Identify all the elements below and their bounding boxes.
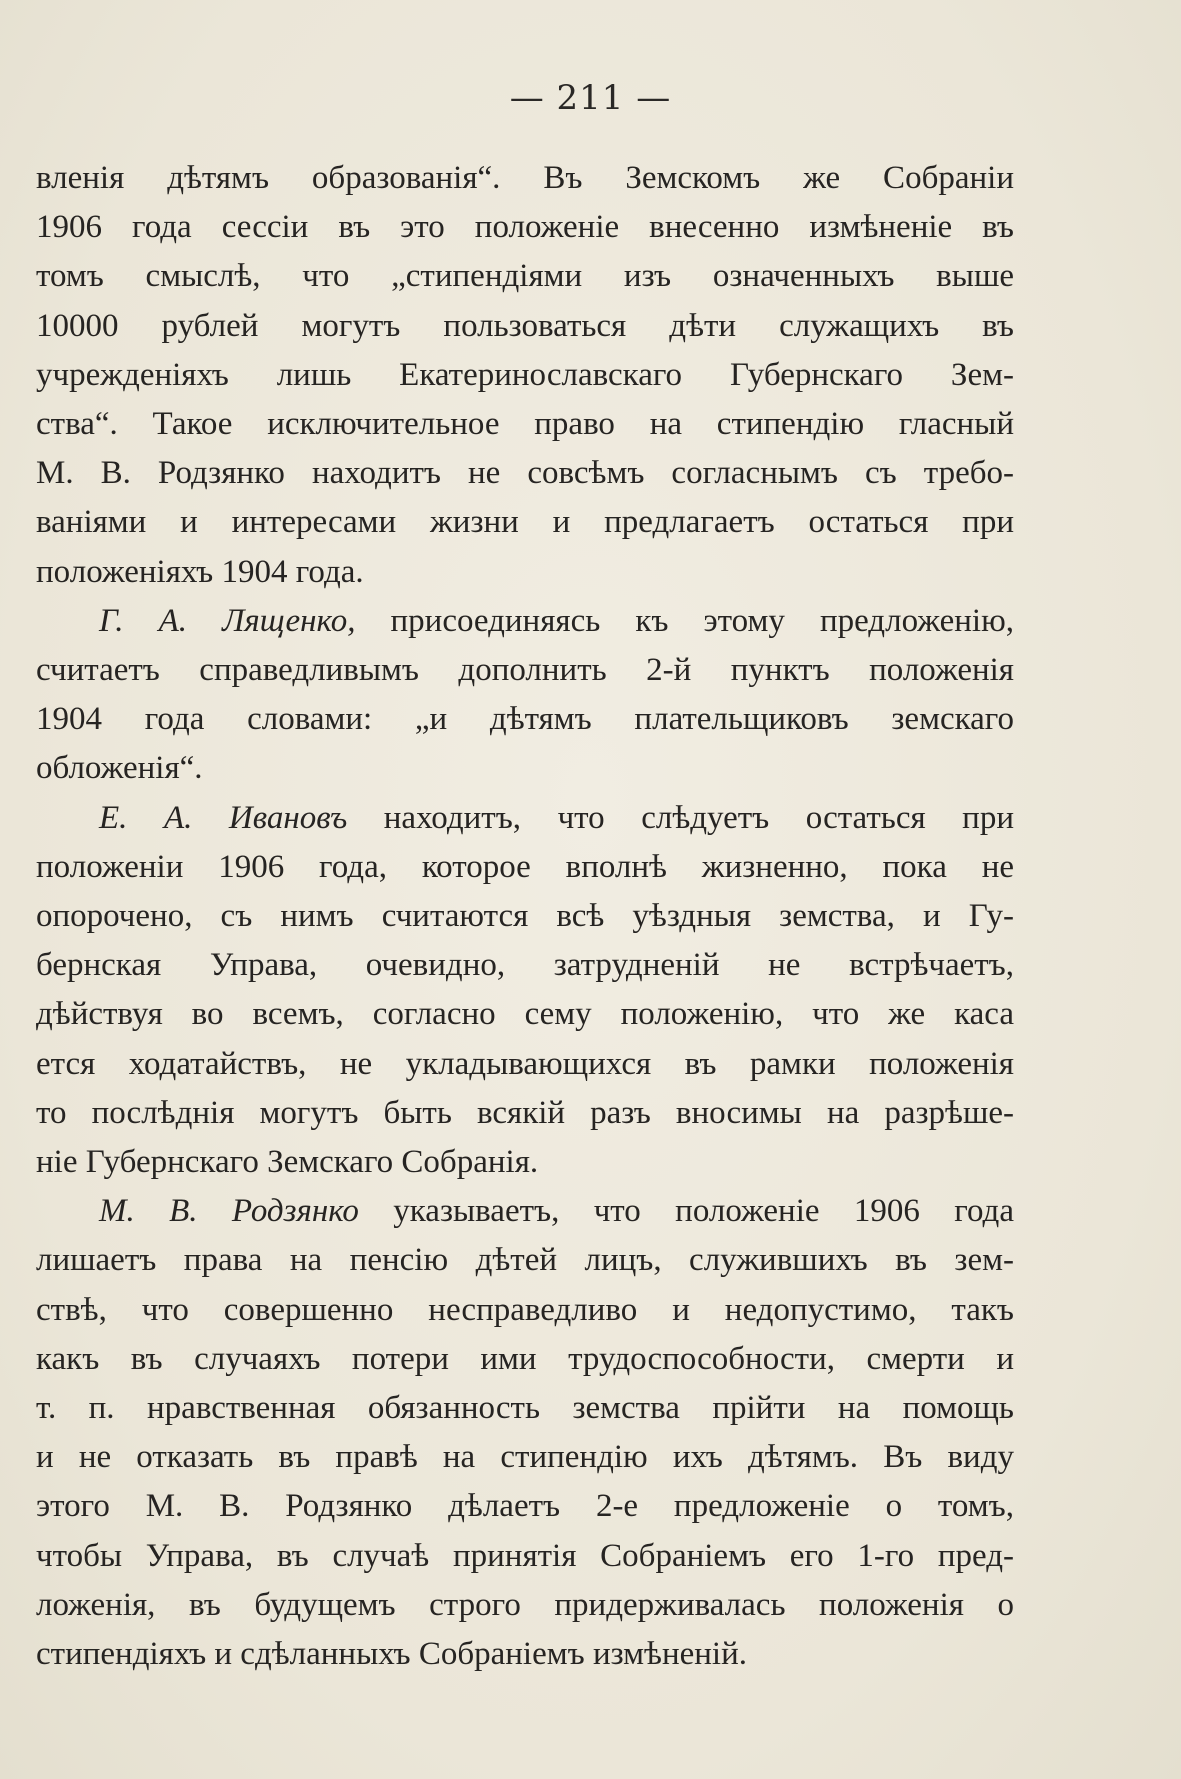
text-fragment: находитъ, что слѣдуетъ остаться при: [347, 799, 1014, 836]
text-line: ложенія, въ будущемъ строго придерживалась положенія о: [36, 1586, 1014, 1623]
text-line: чтобы Управа, въ случаѣ принятія Собраніемъ его 1-го пред-: [36, 1537, 1014, 1574]
text-line: томъ смыслѣ, что „стипендіями изъ означенныхъ выше: [36, 258, 1014, 295]
text-line: положеніи 1906 года, которое вполнѣ жизненно, пока не: [36, 848, 1014, 885]
text-line: 1904 года словами: „и дѣтямъ плательщиковъ земскаго: [36, 701, 1014, 738]
paragraph-4: [36, 1187, 1014, 1679]
text-line: т. п. нравственная обязанность земства прійти на помощь: [36, 1390, 1014, 1427]
paragraph-1: [36, 154, 1014, 597]
text-line: ется ходатайствъ, не укладывающихся въ рамки положенія: [36, 1045, 1014, 1082]
speaker-name: М. В. Родзянко: [99, 1193, 359, 1230]
text-line: учрежденіяхъ лишь Екатеринославскаго Губернскаго Зем-: [36, 356, 1014, 393]
text-line: обложенія“.: [36, 750, 203, 787]
text-line: опорочено, съ нимъ считаются всѣ уѣздныя земства, и Гу-: [36, 898, 1014, 935]
text-line: и не отказать въ правѣ на стипендію ихъ дѣтямъ. Въ виду: [36, 1439, 1014, 1476]
text-line: бернская Управа, очевидно, затрудненій не встрѣчаетъ,: [36, 947, 1014, 984]
text-line: какъ въ случаяхъ потери ими трудоспособности, смерти и: [36, 1340, 1014, 1377]
text-fragment: указываетъ, что положеніе 1906 года: [358, 1193, 1014, 1230]
text-line: дѣйствуя во всемъ, согласно сему положенію, что же каса: [36, 996, 1014, 1033]
text-fragment: присоединяясь къ этому предложенію,: [355, 602, 1014, 639]
text-line: [36, 794, 1014, 843]
text-line: ніе Губернскаго Земскаго Собранія.: [36, 1144, 539, 1181]
speaker-name: Е. А. Ивановъ: [99, 799, 348, 836]
paragraph-3: [36, 794, 1014, 1188]
text-line: М. В. Родзянко находитъ не совсѣмъ согласнымъ съ требо-: [36, 455, 1014, 492]
text-line: вленія дѣтямъ образованія“. Въ Земскомъ же Собраніи: [36, 160, 1014, 196]
text-line: 10000 рублей могутъ пользоваться дѣти служащихъ въ: [36, 307, 1014, 344]
text-line: ства“. Такое исключительное право на стипендію гласный: [36, 406, 1014, 443]
paragraph-2: [36, 597, 1014, 794]
text-line: то послѣднія могутъ быть всякій разъ вносимы на разрѣше-: [36, 1094, 1014, 1131]
text-line: положеніяхъ 1904 года.: [36, 553, 364, 590]
text-line: [36, 597, 1014, 646]
text-line: 1906 года сессіи въ это положеніе внесенно измѣненіе въ: [36, 209, 1014, 246]
page-number: — 211 —: [509, 78, 672, 118]
text-line: лишаетъ права на пенсію дѣтей лицъ, служившихъ въ зем-: [36, 1242, 1014, 1279]
text-line: ваніями и интересами жизни и предлагаетъ остаться при: [36, 504, 1014, 541]
text-line: этого М. В. Родзянко дѣлаетъ 2-е предложеніе о томъ,: [36, 1488, 1014, 1525]
text-line: ствѣ, что совершенно несправедливо и недопустимо, такъ: [36, 1291, 1014, 1328]
speaker-name: Г. А. Лященко,: [99, 602, 356, 639]
body-text: [36, 154, 1014, 1679]
text-line: считаетъ справедливымъ дополнить 2-й пунктъ положенія: [36, 652, 1014, 689]
text-line: стипендіяхъ и сдѣланныхъ Собраніемъ измѣненій.: [36, 1636, 748, 1673]
text-line: [36, 1187, 1014, 1236]
